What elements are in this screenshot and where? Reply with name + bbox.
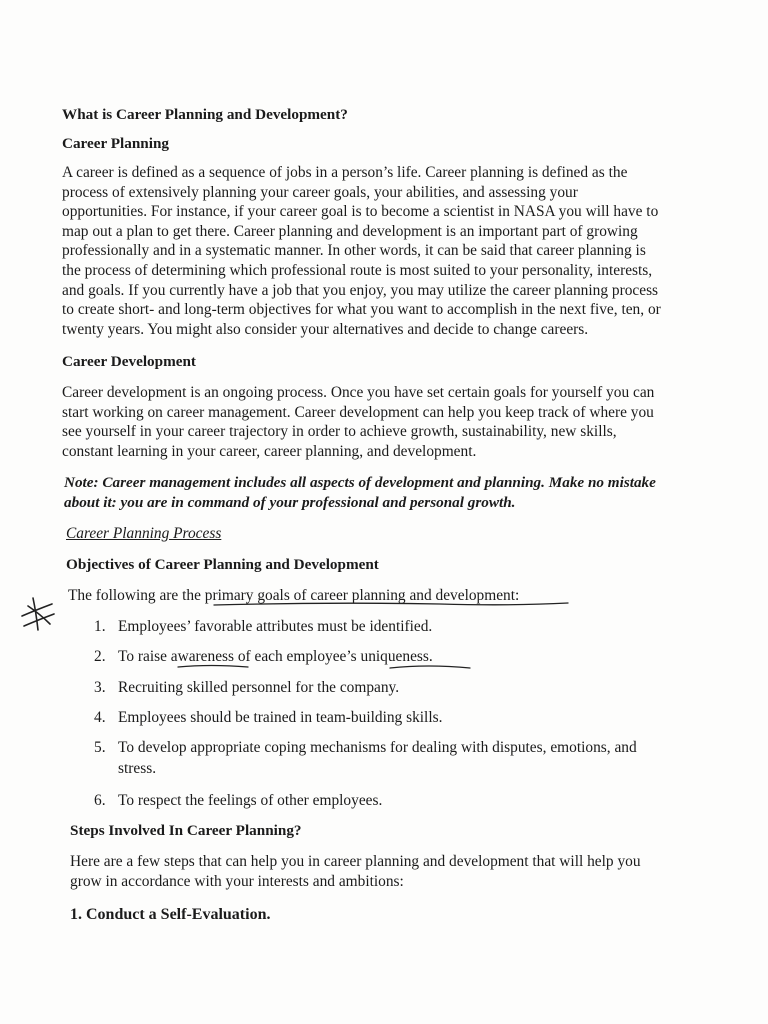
list-item-continuation: stress. <box>118 760 157 777</box>
list-item <box>94 738 637 758</box>
paragraph-line: Here are a few steps that can help you in career planning and development that will help you <box>70 853 641 870</box>
career-planning-process-link[interactable]: Career Planning Process <box>66 525 222 542</box>
list-text: To respect the feelings of other employees. <box>118 792 383 809</box>
objectives-intro: The following are the primary goals of career planning and development: <box>68 587 520 604</box>
paragraph-line: process of extensively planning your career goals, your abilities, and assessing your <box>62 183 578 201</box>
paragraph-line: grow in accordance with your interests and ambitions: <box>70 872 404 890</box>
list-item <box>94 791 382 811</box>
paragraph-line: twenty years. You might also consider your alternatives and decide to change careers. <box>62 320 589 338</box>
objectives-heading: Objectives of Career Planning and Development <box>66 556 379 573</box>
career-planning-paragraph <box>62 163 661 339</box>
list-number: 5. <box>94 739 106 756</box>
list-text: Employees’ favorable attributes must be identified. <box>118 618 433 635</box>
paragraph-line: and goals. If you currently have a job that you enjoy, you may utilize the career planning process <box>62 281 659 299</box>
note-line: Note: Career management includes all aspects of development and planning. Make no mistake <box>64 474 656 491</box>
paragraph-line: A career is defined as a sequence of jobs in a person’s life. Career planning is defined as the <box>62 164 628 181</box>
margin-asterisk-scribble-icon <box>22 598 54 630</box>
list-number: 2. <box>94 648 106 665</box>
paragraph-line: see yourself in your career trajectory in order to achieve growth, sustainability, new skills, <box>62 423 617 441</box>
list-text: Recruiting skilled personnel for the company. <box>118 679 400 696</box>
list-item <box>94 617 432 637</box>
step-one-heading: 1. Conduct a Self-Evaluation. <box>70 906 271 923</box>
list-item <box>94 678 399 698</box>
list-text: Employees should be trained in team-building skills. <box>118 709 443 726</box>
paragraph-line: opportunities. For instance, if your career goal is to become a scientist in NASA you will have to <box>62 203 659 221</box>
paragraph-line: map out a plan to get there. Career planning and development is an important part of growing <box>62 222 638 240</box>
list-number: 6. <box>94 792 106 809</box>
steps-paragraph <box>70 852 641 891</box>
page-title: What is Career Planning and Development? <box>62 106 348 123</box>
paragraph-line: start working on career management. Career development can help you keep track of where you <box>62 403 654 421</box>
paragraph-line: professionally and in a systematic manner. In other words, it can be said that career planning is <box>62 242 646 260</box>
paragraph-line: constant learning in your career, career planning, and development. <box>62 442 477 460</box>
list-text: To raise awareness of each employee’s uniqueness. <box>118 648 433 665</box>
list-number: 4. <box>94 709 106 726</box>
career-development-paragraph <box>62 383 654 461</box>
note-line: about it: you are in command of your professional and personal growth. <box>64 493 516 511</box>
paragraph-line: to create short- and long-term objectives for what you want to accomplish in the next five, ten, or <box>62 301 661 319</box>
career-development-heading: Career Development <box>62 353 196 370</box>
paragraph-line: Career development is an ongoing process. Once you have set certain goals for yourself you can <box>62 384 655 401</box>
paragraph-line: the process of determining which professional route is most suited to your personality, interests, <box>62 261 653 279</box>
list-number: 1. <box>94 618 106 635</box>
note-paragraph <box>64 473 656 512</box>
list-number: 3. <box>94 679 106 696</box>
list-item <box>94 647 433 667</box>
list-text: To develop appropriate coping mechanisms for dealing with disputes, emotions, and <box>118 739 637 756</box>
steps-heading: Steps Involved In Career Planning? <box>70 822 302 839</box>
career-planning-heading: Career Planning <box>62 135 170 152</box>
list-item <box>94 708 442 728</box>
